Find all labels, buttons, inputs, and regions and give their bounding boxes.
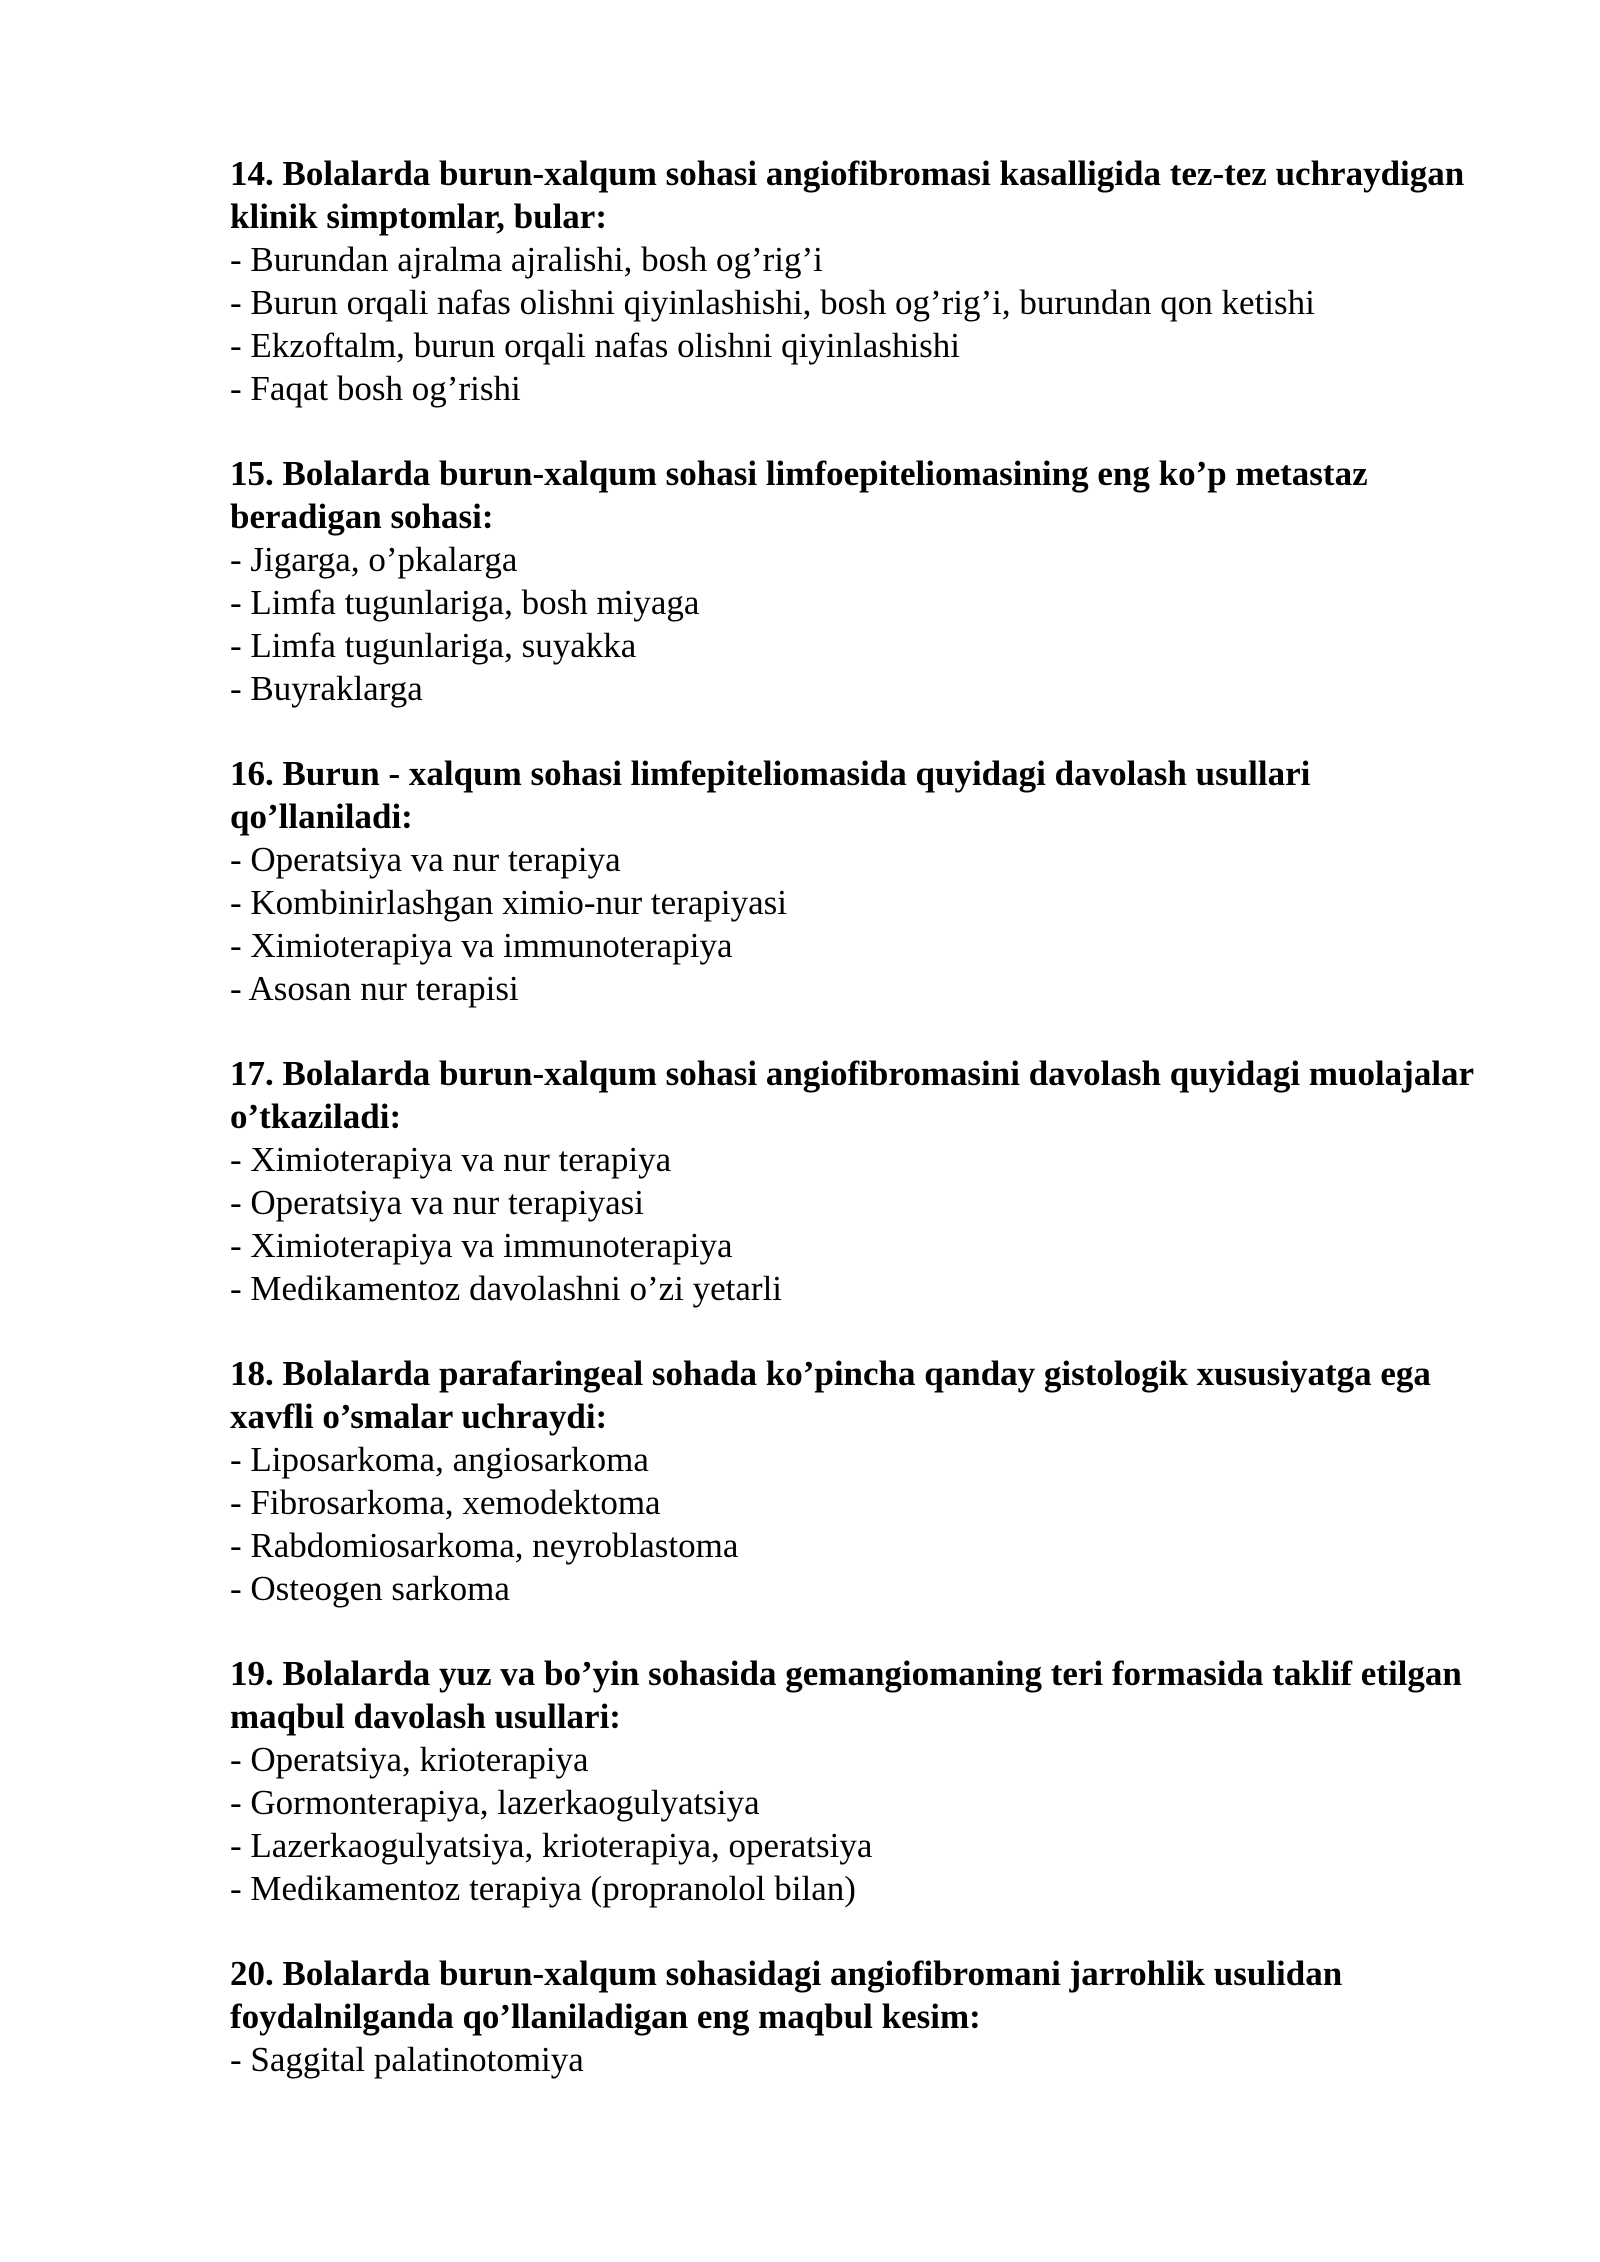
answer-option: - Medikamentoz davolashni o’zi yetarli — [230, 1269, 783, 1308]
answer-options — [230, 238, 1480, 410]
answer-option: - Buyraklarga — [230, 669, 423, 708]
answer-options — [230, 1738, 1480, 1910]
question-title: 14. Bolalarda burun-xalqum sohasi angiofibromasi kasalligida tez-tez uchraydigan klinik simptomlar, bular: — [230, 154, 1465, 236]
answer-options — [230, 538, 1480, 710]
answer-option: - Asosan nur terapisi — [230, 969, 519, 1008]
answer-option: - Ximioterapiya va immunoterapiya — [230, 1226, 733, 1265]
answer-option: - Faqat bosh og’rishi — [230, 369, 521, 408]
answer-option: - Operatsiya, krioterapiya — [230, 1740, 589, 1779]
answer-option: - Ximioterapiya va immunoterapiya — [230, 926, 733, 965]
answer-option: - Jigarga, o’pkalarga — [230, 540, 518, 579]
answer-option: - Ekzoftalm, burun orqali nafas olishni qiyinlashishi — [230, 326, 961, 365]
answer-options — [230, 2038, 1480, 2081]
document-page — [230, 152, 1480, 2123]
question-title: 17. Bolalarda burun-xalqum sohasi angiofibromasini davolash quyidagi muolajalar o’tkaziladi: — [230, 1054, 1474, 1136]
question-title: 18. Bolalarda parafaringeal sohada ko’pincha qanday gistologik xususiyatga ega xavfli o’smalar uchraydi: — [230, 1354, 1431, 1436]
answer-option: - Limfa tugunlariga, bosh miyaga — [230, 583, 700, 622]
question-18 — [230, 1352, 1480, 1610]
answer-option: - Operatsiya va nur terapiya — [230, 840, 621, 879]
answer-option: - Limfa tugunlariga, suyakka — [230, 626, 637, 665]
answer-option: - Medikamentoz terapiya (propranolol bilan) — [230, 1869, 856, 1908]
question-15 — [230, 452, 1480, 710]
question-title: 20. Bolalarda burun-xalqum sohasidagi angiofibromani jarrohlik usulidan foydalnilganda qo’llaniladigan eng maqbul kesim: — [230, 1954, 1343, 2036]
answer-option: - Burundan ajralma ajralishi, bosh og’rig’i — [230, 240, 823, 279]
question-title: 19. Bolalarda yuz va bo’yin sohasida gemangiomaning teri formasida taklif etilgan maqbul davolash usullari: — [230, 1654, 1462, 1736]
answer-options — [230, 1138, 1480, 1310]
answer-option: - Fibrosarkoma, xemodektoma — [230, 1483, 661, 1522]
question-19 — [230, 1652, 1480, 1910]
answer-option: - Rabdomiosarkoma, neyroblastoma — [230, 1526, 739, 1565]
question-title: 16. Burun - xalqum sohasi limfepiteliomasida quyidagi davolash usullari qo’llaniladi: — [230, 754, 1311, 836]
answer-option: - Osteogen sarkoma — [230, 1569, 510, 1608]
answer-option: - Gormonterapiya, lazerkaogulyatsiya — [230, 1783, 760, 1822]
answer-option: - Liposarkoma, angiosarkoma — [230, 1440, 649, 1479]
question-17 — [230, 1052, 1480, 1310]
answer-option: - Lazerkaogulyatsiya, krioterapiya, operatsiya — [230, 1826, 873, 1865]
answer-option: - Burun orqali nafas olishni qiyinlashishi, bosh og’rig’i, burundan qon ketishi — [230, 283, 1315, 322]
question-14 — [230, 152, 1480, 410]
answer-option: - Operatsiya va nur terapiyasi — [230, 1183, 645, 1222]
answer-option: - Saggital palatinotomiya — [230, 2040, 584, 2079]
question-20 — [230, 1952, 1480, 2081]
question-title: 15. Bolalarda burun-xalqum sohasi limfoepiteliomasining eng ko’p metastaz beradigan sohasi: — [230, 454, 1368, 536]
answer-option: - Kombinirlashgan ximio-nur terapiyasi — [230, 883, 787, 922]
answer-options — [230, 838, 1480, 1010]
answer-option: - Ximioterapiya va nur terapiya — [230, 1140, 672, 1179]
question-16 — [230, 752, 1480, 1010]
answer-options — [230, 1438, 1480, 1610]
